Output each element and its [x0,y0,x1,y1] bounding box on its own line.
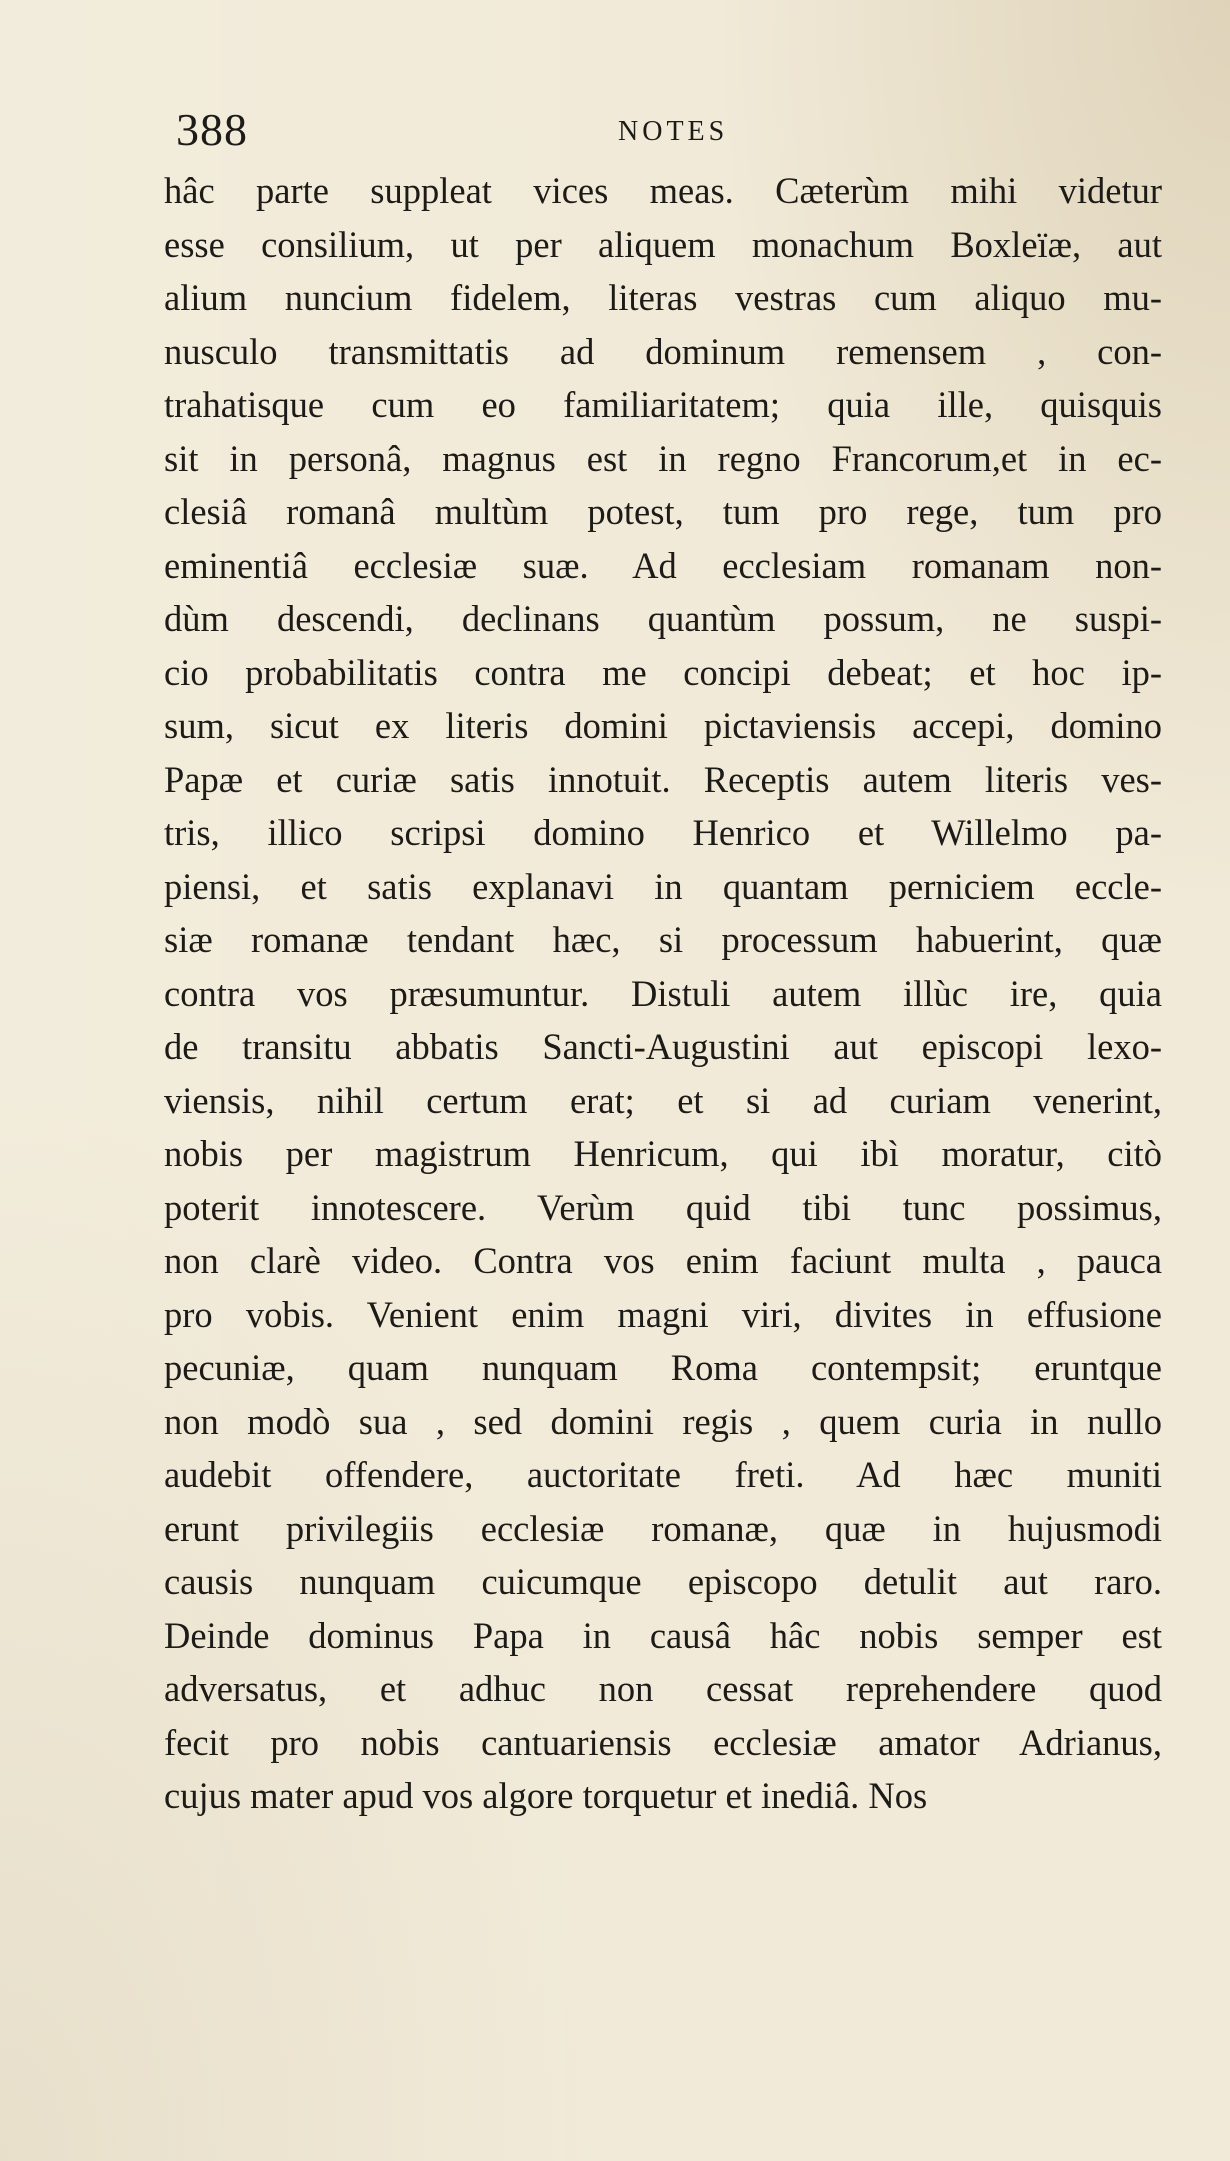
text-line: poterit innotescere. Verùm quid tibi tunc possimus, [164,1186,1162,1228]
text-line: clesiâ romanâ multùm potest, tum pro rege, tum pro [164,491,1162,532]
text-line: causis nunquam cuicumque episcopo detulit aut raro. [164,1561,1162,1602]
text-line: cujus mater apud vos algore torquetur et inediâ. Nos [164,1775,928,1816]
text-line: Deinde dominus Papa in causâ hâc nobis semper est [164,1614,1162,1656]
text-line: eminentiâ ecclesiæ suæ. Ad ecclesiam romanam non- [164,544,1162,586]
text-line: cio probabilitatis contra me concipi debeat; et hoc ip- [164,651,1162,693]
text-line: esse consilium, ut per aliquem monachum Boxleïæ, aut [164,223,1162,265]
text-line: Papæ et curiæ satis innotuit. Receptis autem literis ves- [164,758,1162,800]
text-line: piensi, et satis explanavi in quantam perniciem eccle- [164,865,1162,907]
text-line: hâc parte suppleat vices meas. Cæterùm mihi videtur [164,170,1162,211]
text-line: viensis, nihil certum erat; et si ad curiam venerint, [164,1079,1162,1121]
text-line: non modò sua , sed domini regis , quem curia in nullo [164,1400,1162,1442]
text-line: contra vos præsumuntur. Distuli autem illùc ire, quia [164,972,1162,1014]
text-line: pecuniæ, quam nunquam Roma contempsit; eruntque [164,1347,1162,1388]
text-line: adversatus, et adhuc non cessat reprehendere quod [164,1668,1162,1709]
text-line: tris, illico scripsi domino Henrico et Willelmo pa- [164,812,1162,853]
text-line: siæ romanæ tendant hæc, si processum habuerint, quæ [164,919,1162,960]
text-line: de transitu abbatis Sancti-Augustini aut episcopi lexo- [164,1026,1162,1067]
text-line: fecit pro nobis cantuariensis ecclesiæ amator Adrianus, [164,1721,1162,1763]
running-head [176,102,1154,158]
running-title: NOTES [618,116,729,147]
text-line: dùm descendi, declinans quantùm possum, ne suspi- [164,598,1162,639]
body-text [164,164,1162,1823]
page-number: 388 [176,104,248,155]
text-line: sit in personâ, magnus est in regno Francorum,et in ec- [164,437,1162,479]
text-line: alium nuncium fidelem, literas vestras cum aliquo mu- [164,277,1162,318]
text-line: nobis per magistrum Henricum, qui ibì moratur, citò [164,1133,1162,1174]
text-line: pro vobis. Venient enim magni viri, divites in effusione [164,1293,1162,1335]
text-line: trahatisque cum eo familiaritatem; quia ille, quisquis [164,384,1162,425]
text-line: audebit offendere, auctoritate freti. Ad hæc muniti [164,1454,1162,1495]
text-line: nusculo transmittatis ad dominum remensem , con- [164,330,1162,372]
text-line: sum, sicut ex literis domini pictaviensis accepi, domino [164,705,1162,746]
text-line: non clarè video. Contra vos enim faciunt multa , pauca [164,1240,1162,1281]
text-line: erunt privilegiis ecclesiæ romanæ, quæ in hujusmodi [164,1507,1162,1549]
